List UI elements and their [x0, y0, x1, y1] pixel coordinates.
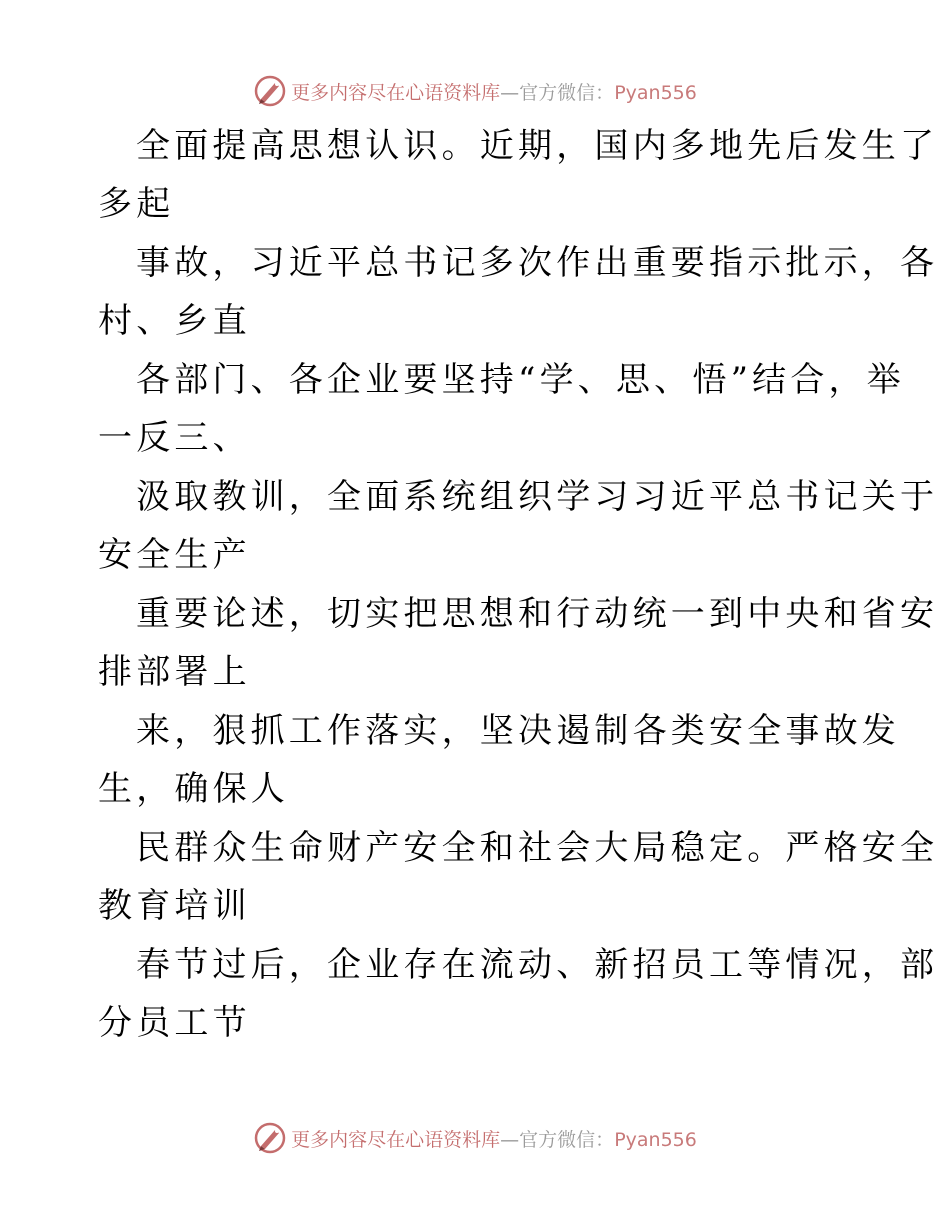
- paragraph-line: 民群众生命财产安全和社会大局稳定。严格安全: [136, 828, 939, 868]
- paragraph-continuation: 排部署上: [98, 652, 251, 692]
- paragraph-continuation: 分员工节: [98, 1003, 251, 1043]
- pen-logo-icon: [253, 1121, 287, 1155]
- paragraph-continuation: 教育培训: [98, 886, 251, 926]
- paragraph-continuation: 生，确保人: [98, 769, 289, 809]
- paragraph-continuation: 多起: [98, 184, 175, 224]
- watermark-text: 更多内容尽在心语资料库—官方微信：Pyan556: [291, 81, 697, 104]
- paragraph-line: 各部门、各企业要坚持“学、思、悟”结合，举: [136, 360, 905, 400]
- paragraph-continuation: 村、乡直: [98, 301, 251, 341]
- paragraph-line: 汲取教训，全面系统组织学习习近平总书记关于: [136, 477, 939, 517]
- paragraph-line: 全面提高思想认识。近期，国内多地先后发生了: [136, 126, 939, 166]
- paragraph-line: 重要论述，切实把思想和行动统一到中央和省安: [136, 594, 939, 634]
- paragraph-line: 来，狠抓工作落实，坚决遏制各类安全事故发: [136, 711, 900, 751]
- paragraph-continuation: 安全生产: [98, 535, 251, 575]
- watermark-text: 更多内容尽在心语资料库—官方微信：Pyan556: [291, 1128, 697, 1151]
- pen-logo-icon: [253, 74, 287, 108]
- paragraph-line: 事故，习近平总书记多次作出重要指示批示，各: [136, 243, 939, 283]
- paragraph-continuation: 一反三、: [98, 418, 251, 458]
- footer-watermark: [0, 1118, 950, 1158]
- paragraph-line: 春节过后，企业存在流动、新招员工等情况，部: [136, 945, 939, 985]
- header-watermark: [0, 71, 950, 111]
